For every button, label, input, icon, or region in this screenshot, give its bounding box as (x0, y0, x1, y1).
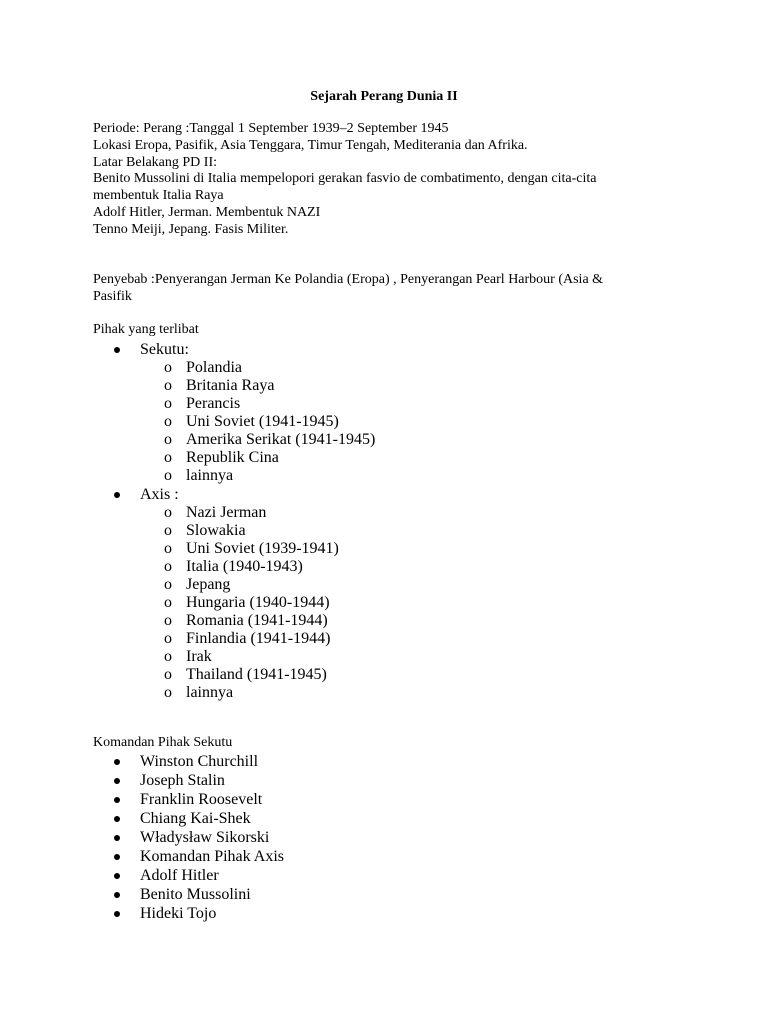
axis-member: Hungaria (1940-1944) (186, 594, 330, 611)
sub-bullet-icon: o (164, 522, 172, 539)
sub-bullet-icon: o (164, 431, 172, 448)
list-item (0, 886, 768, 904)
hitler-line: Adolf Hitler, Jerman. Membentuk NAZI (93, 204, 321, 220)
list-item (0, 630, 768, 648)
list-item (0, 522, 768, 540)
axis-label: Axis : (140, 486, 179, 503)
list-item-allies (0, 341, 768, 359)
list-item (0, 666, 768, 684)
commander-name: Władysław Sikorski (140, 829, 270, 846)
commander-name: Chiang Kai-Shek (140, 810, 251, 827)
commander-name: Benito Mussolini (140, 886, 251, 903)
sub-bullet-icon: o (164, 612, 172, 629)
location-line: Lokasi Eropa, Pasifik, Asia Tenggara, Timur Tengah, Mediterania dan Afrika. (93, 137, 528, 153)
sub-bullet-icon: o (164, 594, 172, 611)
ally-member: Polandia (186, 359, 242, 376)
axis-member: Irak (186, 648, 212, 665)
list-item (0, 829, 768, 847)
ally-member: Republik Cina (186, 449, 279, 466)
ally-member: Britania Raya (186, 377, 275, 394)
page-title: Sejarah Perang Dunia II (310, 89, 458, 104)
list-item (0, 377, 768, 395)
list-item-axis (0, 486, 768, 504)
mussolini-line: Benito Mussolini di Italia mempelopori gerakan fasvio de combatimento, dengan cita-cita (93, 171, 597, 187)
list-item (0, 449, 768, 467)
list-item (0, 867, 768, 885)
list-item (0, 772, 768, 790)
meiji-line: Tenno Meiji, Jepang. Fasis Militer. (93, 221, 289, 237)
list-item (0, 504, 768, 522)
mussolini-line-cont: membentuk Italia Raya (93, 188, 224, 204)
sub-bullet-icon: o (164, 359, 172, 376)
list-item (0, 594, 768, 612)
sub-bullet-icon: o (164, 413, 172, 430)
parties-heading: Pihak yang terlibat (93, 322, 199, 337)
sub-bullet-icon: o (164, 648, 172, 665)
sub-bullet-icon: o (164, 377, 172, 394)
axis-member: Slowakia (186, 522, 246, 539)
sub-bullet-icon: o (164, 467, 172, 484)
bullet-icon (114, 759, 120, 765)
allies-label: Sekutu: (140, 341, 189, 358)
axis-member: Nazi Jerman (186, 504, 267, 521)
sub-bullet-icon: o (164, 504, 172, 521)
sub-bullet-icon: o (164, 684, 172, 701)
bullet-icon (114, 778, 120, 784)
list-item (0, 467, 768, 485)
cause-line-cont: Pasifik (93, 288, 132, 304)
axis-member: lainnya (186, 684, 234, 701)
ally-member: Perancis (186, 395, 241, 412)
commander-name: Franklin Roosevelt (140, 791, 263, 808)
bullet-icon (114, 911, 120, 917)
axis-member: Uni Soviet (1939-1941) (186, 540, 339, 557)
bullet-icon (114, 892, 120, 898)
ally-member: Amerika Serikat (1941-1945) (186, 431, 376, 448)
sub-bullet-icon: o (164, 630, 172, 647)
sub-bullet-icon: o (164, 558, 172, 575)
bullet-icon (114, 347, 120, 353)
axis-member: Jepang (186, 576, 231, 593)
list-item (0, 413, 768, 431)
bullet-icon (114, 854, 120, 860)
axis-member: Italia (1940-1943) (186, 558, 303, 575)
bullet-icon (114, 816, 120, 822)
commanders-heading: Komandan Pihak Sekutu (93, 735, 233, 750)
list-item (0, 810, 768, 828)
commander-name: Winston Churchill (140, 753, 259, 770)
axis-member: Finlandia (1941-1944) (186, 630, 331, 647)
list-item (0, 905, 768, 923)
commander-name: Joseph Stalin (140, 772, 225, 789)
bullet-icon (114, 492, 120, 498)
axis-member: Romania (1941-1944) (186, 612, 328, 629)
list-item (0, 684, 768, 702)
list-item (0, 431, 768, 449)
list-item (0, 753, 768, 771)
sub-bullet-icon: o (164, 540, 172, 557)
list-item (0, 576, 768, 594)
axis-member: Thailand (1941-1945) (186, 666, 327, 683)
cause-line: Penyebab :Penyerangan Jerman Ke Polandia (Eropa) , Penyerangan Pearl Harbour (Asia & (93, 272, 604, 287)
sub-bullet-icon: o (164, 666, 172, 683)
list-item (0, 848, 768, 866)
intro-section (93, 121, 693, 239)
list-item (0, 791, 768, 809)
cause-section (93, 272, 673, 306)
list-item (0, 359, 768, 377)
background-heading: Latar Belakang PD II: (93, 154, 218, 170)
list-item (0, 540, 768, 558)
list-item (0, 612, 768, 630)
ally-member: lainnya (186, 467, 234, 484)
list-item (0, 395, 768, 413)
bullet-icon (114, 835, 120, 841)
ally-member: Uni Soviet (1941-1945) (186, 413, 339, 430)
commander-name: Adolf Hitler (140, 867, 219, 884)
commander-name: Hideki Tojo (140, 905, 217, 922)
sub-bullet-icon: o (164, 576, 172, 593)
period-line: Periode: Perang :Tanggal 1 September 1939–2 September 1945 (93, 121, 449, 136)
sub-bullet-icon: o (164, 395, 172, 412)
commander-name: Komandan Pihak Axis (140, 848, 284, 865)
sub-bullet-icon: o (164, 449, 172, 466)
bullet-icon (114, 873, 120, 879)
bullet-icon (114, 797, 120, 803)
list-item (0, 648, 768, 666)
list-item (0, 558, 768, 576)
